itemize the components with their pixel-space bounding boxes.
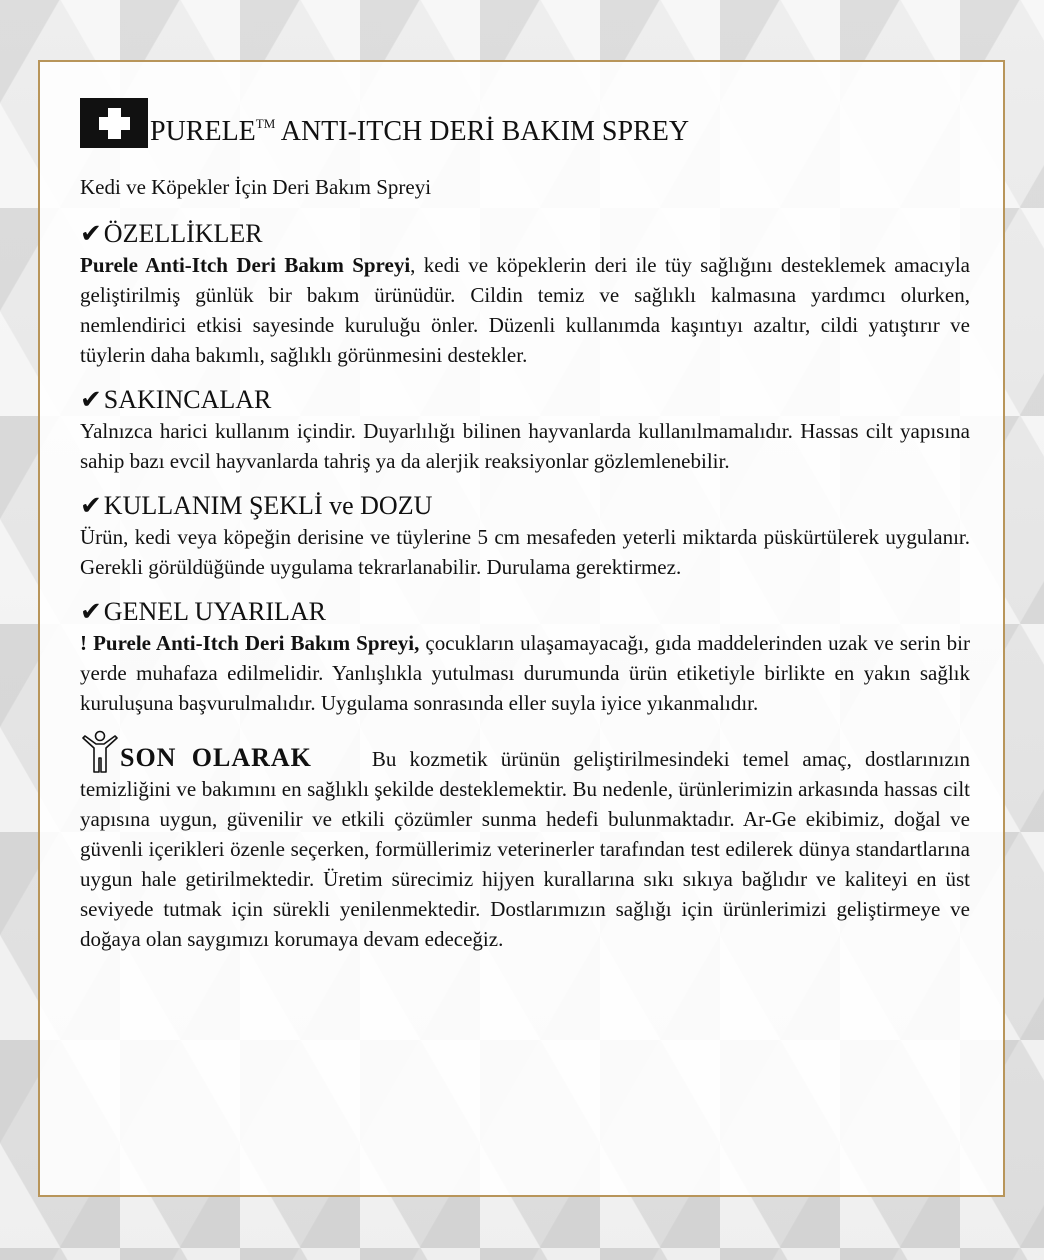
section-text: Ürün, kedi veya köpeğin derisine ve tüylerine 5 cm mesafeden yeterli miktarda püskürtülerek uygulanır. Gerekli görüldüğünde uygulama tekrarlanabilir. Durulama gerektirmez.	[80, 525, 970, 579]
section-text: Yalnızca harici kullanım içindir. Duyarlılığı bilinen hayvanlarda kullanılmamalıdır. Hassas cilt yapısına sahip bazı evcil hayvanlarda tahriş ya da alerjik reaksiyonlar gözlemlenebilir.	[80, 419, 970, 473]
section-heading: ✔ GENEL UYARILAR	[80, 597, 326, 627]
section-ozellikler	[80, 218, 970, 370]
final-text: Bu kozmetik ürünün geliştirilmesindeki temel amaç, dostlarınızın temizliğini ve bakımını en sağlıklı şekilde desteklemektir. Bu nedenle, ürünlerimizin arkasında hassas cilt yapısına uygun, güvenilir ve etkili çözümler sunma hedefi bulunmaktadır. Ar-Ge ekibimiz, doğal ve güvenli içerikleri özenle seçerken, formüllerimiz veterinerler tarafından test edilerek dünya standartlarına uygun hale getirilmektedir. Üretim sürecimiz hijyen kurallarına sıkı sıkıya bağlıdır ve kaliteyi en üst seviyede tutmak için sürekli yenilenmektedir. Dostlarımızın sağlığı için ürünlerimizi geliştirmeye ve doğaya olan saygımızı korumaya devam edeceğiz.	[80, 747, 970, 951]
section-heading: ✔ SAKINCALAR	[80, 385, 272, 415]
section-text: ! Purele Anti-Itch Deri Bakım Spreyi, çocukların ulaşamayacağı, gıda maddelerinden uzak ve serin bir yerde muhafaza edilmelidir. Yanlışlıkla yutulması durumunda ürün etiketiyle birlikte en yakın sağlık kuruluşuna başvurulmalıdır. Uygulama sonrasında eller suyla iyice yıkanmalıdır.	[80, 631, 970, 715]
check-icon: ✔	[80, 219, 102, 249]
page-subtitle: Kedi ve Köpekler İçin Deri Bakım Spreyi	[80, 175, 432, 199]
plus-icon	[80, 98, 148, 148]
check-icon: ✔	[80, 385, 102, 415]
check-icon: ✔	[80, 491, 102, 521]
check-icon: ✔	[80, 597, 102, 627]
title-row	[80, 96, 970, 148]
page-title: PURELE™ ANTI-ITCH DERİ BAKIM SPREY	[150, 116, 690, 147]
content-panel	[38, 60, 1005, 1197]
section-sakincalar	[80, 384, 970, 476]
section-heading: ✔ ÖZELLİKLER	[80, 219, 263, 249]
section-kullanim	[80, 490, 970, 582]
section-heading: ✔ KULLANIM ŞEKLİ ve DOZU	[80, 491, 433, 521]
trademark-symbol: TM	[255, 116, 276, 131]
section-text: Purele Anti-Itch Deri Bakım Spreyi, kedi ve köpeklerin deri ile tüy sağlığını desteklemek amacıyla geliştirilmiş günlük bir bakım ürünüdür. Cildin temiz ve sağlıklı kalmasına yardımcı olurken, nemlendirici etkisi sayesinde kuruluğu önler. Düzenli kullanımda kaşıntıyı azaltır, cildi yatıştırır ve tüylerin daha bakımlı, sağlıklı görünmesini destekler.	[80, 253, 970, 367]
final-heading: SON OLARAK	[120, 743, 312, 772]
section-son-olarak	[80, 730, 970, 954]
section-uyarilar	[80, 596, 970, 718]
document-body	[80, 96, 970, 954]
person-icon	[80, 730, 120, 774]
